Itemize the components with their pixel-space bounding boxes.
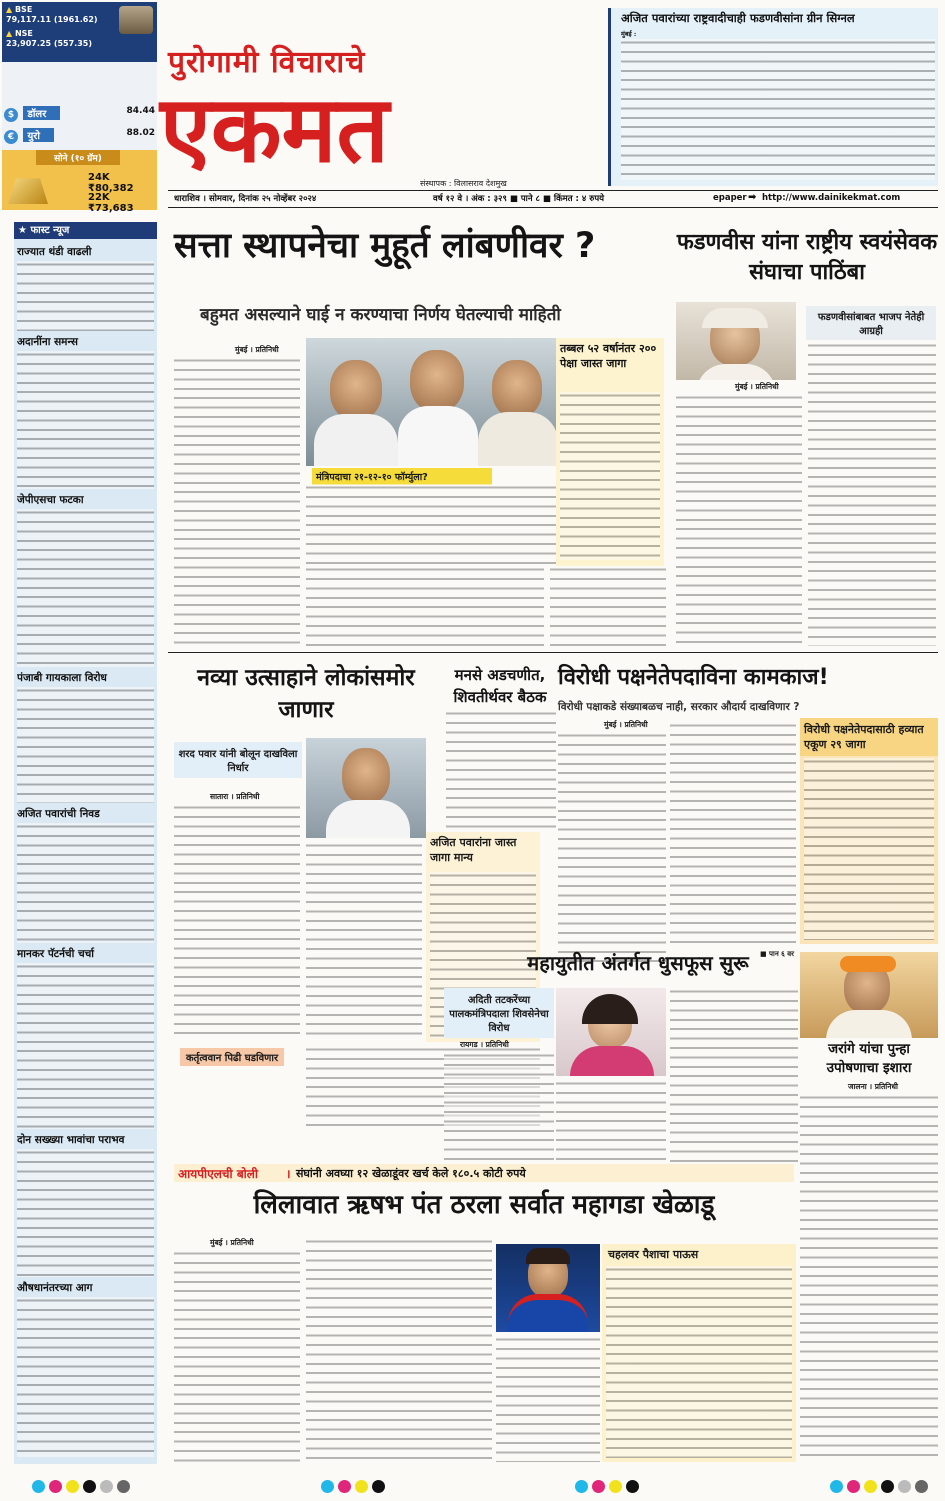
sidebar-item [17, 1129, 154, 1277]
ipl-body-col3 [496, 1336, 600, 1462]
mahayuti-dateline: रायगड । प्रतिनिधी [460, 1040, 509, 1049]
sidebar-item-title: पंजाबी गायकाला विरोध [17, 672, 107, 684]
chahal-box [602, 1244, 796, 1462]
gold-22k: 22K ₹73,683 [88, 192, 134, 214]
mahayuti-headline: महायुतीत अंतर्गत धुसफूस सुरू [527, 951, 749, 975]
market-panel [2, 2, 157, 214]
lead-subhead: बहुमत असल्याने घाई न करण्याचा निर्णय घेतल्याची माहिती [200, 305, 561, 325]
sidebar-item [17, 241, 154, 331]
mahayuti-body-col2 [556, 1080, 666, 1162]
lightning-icon: ★ [18, 225, 31, 236]
dollar-value: 84.44 [126, 106, 155, 116]
rss-side-body [808, 342, 936, 646]
sidebar-item [17, 489, 154, 667]
sidebar-item [17, 943, 154, 1129]
lead-body-col1 [174, 357, 300, 645]
color-registration-marks [30, 1478, 930, 1496]
gold-24k: 24K ₹80,382 [88, 172, 134, 194]
lead-body-col4 [550, 566, 666, 646]
sidebar-item [17, 803, 154, 943]
gold-bars-icon [8, 172, 48, 204]
rss-dateline: मुंबई । प्रतिनिधी [735, 382, 779, 391]
dollar-label: डॉलर [23, 106, 60, 120]
leaders-photo [306, 338, 556, 466]
tatkare-photo [556, 988, 666, 1076]
mns-headline: मनसे अडचणीत, शिवतीर्थवर बैठक [453, 666, 547, 706]
lead-body-col3 [306, 566, 544, 646]
nse-label: NSE [14, 29, 33, 38]
mns-body [446, 710, 556, 828]
fast-news-header: ★ फास्ट न्यूज [14, 222, 157, 239]
founder-signature: संस्थापक : विलासराव देशमुख [420, 179, 507, 188]
mahayuti-body-col3 [670, 988, 798, 1162]
nse-value: 23,907.25 (557.35) [6, 39, 93, 48]
top-news-dateline: मुंबई : [621, 30, 637, 38]
ipl-strap-text: संघांनी अवघ्या १२ खेळाडूंवर खर्च केले १८०.५ कोटी रुपये [296, 1167, 526, 1180]
ipl-body-col1 [174, 1250, 300, 1462]
jarange-dateline: जालना । प्रतिनिधी [848, 1082, 898, 1091]
opposition-box-title: विरोधी पक्षनेतेपदासाठी हव्यात एकूण २९ जागा [800, 718, 938, 756]
lead-headline: सत्ता स्थापनेचा मुहूर्त लांबणीवर ? [174, 226, 596, 266]
sharad-kicker: शरद पवार यांनी बोलून दाखविला निर्धार [174, 742, 302, 778]
masthead-tagline: पुरोगामी विचाराचे [168, 45, 366, 80]
website-link[interactable]: http://www.dainikekmat.com [762, 193, 901, 203]
gold-label: सोने (१० ग्रॅम) [36, 150, 120, 165]
opposition-subhead: विरोधी पक्षाकडे संख्याबळच नाही, सरकार औदार्य दाखविणार ? [558, 701, 800, 713]
ajit-box-title: अजित पवारांना जास्त जागा मान्य [430, 836, 517, 864]
bse-value: 79,117.11 (1961.62) [6, 15, 98, 24]
bse-label: BSE [14, 5, 33, 14]
lead-photo-caption: मंत्रिपदाचा २१-१२-१० फॉर्म्युला? [312, 468, 492, 485]
sidebar-item-title: अजित पवारांची निवड [17, 808, 100, 820]
pant-photo [496, 1244, 600, 1332]
sidebar-item [17, 1277, 154, 1477]
mahayuti-body-col1 [444, 1052, 554, 1162]
rss-headline: फडणवीस यांना राष्ट्रीय स्वयंसेवक संघाचा पाठिंबा [676, 230, 938, 285]
sidebar-item [17, 667, 154, 803]
ipl-strap: आयपीएलची बोली । संघांनी अवघ्या १२ खेळाडूंवर खर्च केले १८०.५ कोटी रुपये [174, 1164, 794, 1182]
rss-side-title: फडणवीसांबाबत भाजप नेतेही आग्रही [806, 306, 936, 340]
ipl-headline: लिलावात ऋषभ पंत ठरला सर्वात महागडा खेळाडू [253, 1190, 715, 1220]
opposition-dateline: मुंबई । प्रतिनिधी [604, 720, 648, 729]
opposition-side-box [800, 718, 938, 944]
mahayuti-box-title: अदिती तटकरेंच्या पालकमंत्रिपदाला शिवसेनेचा विरोध [444, 988, 554, 1038]
euro-row [4, 128, 155, 146]
lead-side-box [556, 338, 664, 566]
ipl-body-col2 [306, 1238, 492, 1462]
lead-body-col2 [306, 484, 556, 564]
dollar-icon: $ [4, 108, 18, 122]
ipl-kicker: आयपीएलची बोली [178, 1167, 259, 1181]
sidebar-item-title: औषधानंतरच्या आग [17, 1282, 93, 1294]
sharad-dateline: सातारा । प्रतिनिधी [210, 792, 260, 801]
epaper-label: epaper [713, 193, 747, 203]
edition-date: धाराशिव । सोमवार, दिनांक २५ नोव्हेंबर २०२४ [174, 194, 317, 204]
fast-news-sidebar [14, 222, 157, 1464]
lead-side-box-title: तब्बल ५२ वर्षानंतर २०० पेक्षा जास्त जागा [560, 342, 657, 370]
sidebar-item-title: मानकर पॅटर्नची चर्चा [17, 948, 95, 960]
opposition-body-col2 [670, 722, 796, 948]
opposition-continued: ■ पान ६ वर [760, 950, 794, 958]
sharad-body-col1 [174, 804, 300, 1038]
top-news-box [608, 8, 938, 186]
top-news-body [621, 30, 935, 180]
rss-body [676, 394, 802, 646]
sidebar-item-title: राज्यात थंडी वाढली [17, 246, 92, 258]
top-news-title: अजित पवारांच्या राष्ट्रवादीचाही फडणवीसांना ग्रीन सिग्नल [621, 11, 855, 25]
dateline-bar [168, 192, 938, 206]
sidebar-item-title: दोन सख्ख्या भावांचा पराभव [17, 1134, 125, 1146]
sharad-body-col2 [306, 842, 422, 1038]
lead-dateline: मुंबई । प्रतिनिधी [235, 345, 279, 354]
bse-ticker: ▲ BSE 79,117.11 (1961.62) ▲ NSE 23,907.25 (557.35) [2, 2, 157, 62]
sharad-headline: नव्या उत्साहाने लोकांसमोर जाणार [197, 665, 415, 723]
sidebar-item-title: जेपीएसचा फटका [17, 494, 84, 506]
opposition-body-col1 [558, 732, 666, 962]
issue-info: वर्ष १२ वे । अंक : ३२९ ■ पाने ८ ■ किंमत : ४ रुपये [433, 194, 605, 204]
opposition-headline: विरोधी पक्षनेतेपदाविना कामकाज! [558, 665, 829, 690]
globe-icon: ➡ [748, 192, 757, 203]
dollar-row [4, 106, 155, 124]
sharad-bottom-title: कर्तृत्ववान पिढी घडविणार [180, 1048, 284, 1066]
jarange-photo [800, 952, 938, 1038]
chahal-box-title: चहलवर पैशाचा पाऊस [608, 1248, 699, 1261]
bull-icon [119, 6, 153, 34]
ipl-dateline: मुंबई । प्रतिनिधी [210, 1238, 254, 1247]
sharad-pawar-photo [306, 738, 426, 838]
euro-value: 88.02 [126, 128, 155, 138]
euro-label: युरो [23, 128, 53, 142]
sidebar-item [17, 331, 154, 489]
masthead-title: एकमत [160, 76, 389, 183]
jarange-headline: जरांगे यांचा पुन्हा उपोषणाचा इशारा [826, 1041, 912, 1076]
gold-box [2, 150, 157, 214]
sidebar-item-title: अदानींना समन्स [17, 336, 78, 348]
jarange-body [800, 1094, 938, 1462]
euro-icon: € [4, 130, 18, 144]
bhagwat-photo [676, 302, 796, 380]
